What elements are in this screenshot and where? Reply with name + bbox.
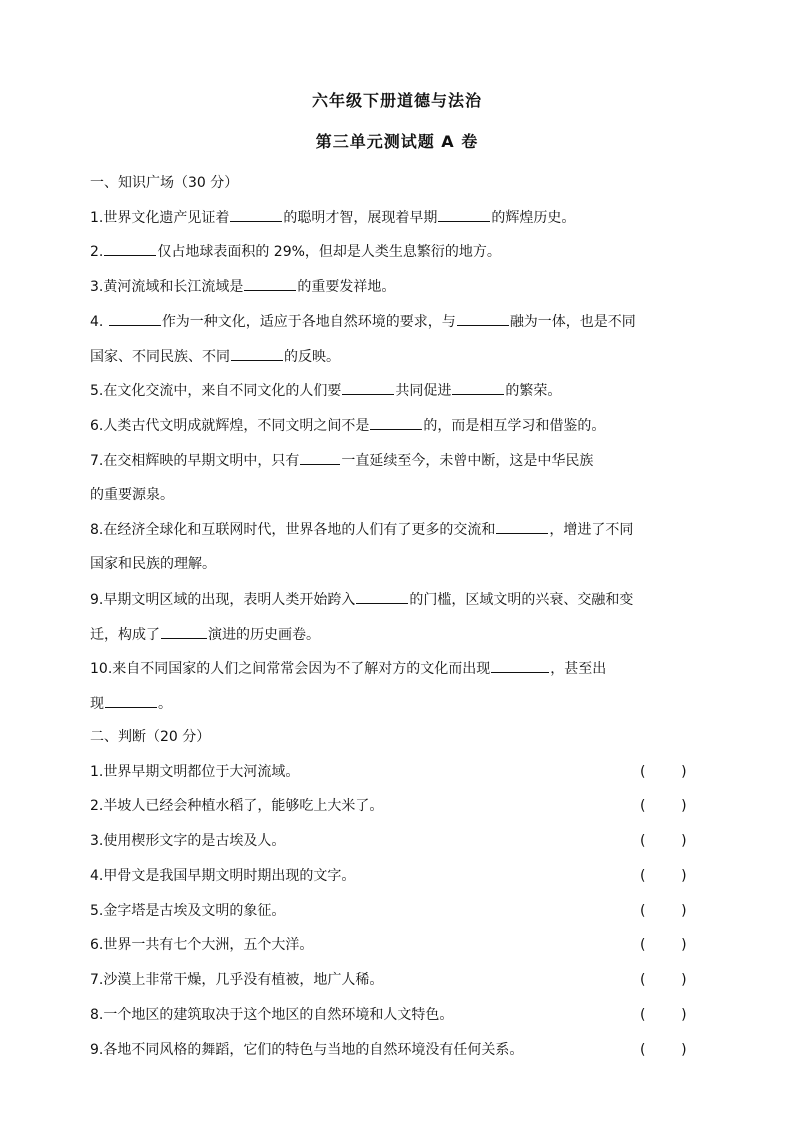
answer-parentheses[interactable]: ( ) — [640, 1007, 687, 1023]
answer-blank[interactable] — [496, 519, 548, 534]
question-10-line-2: 现 。 — [90, 693, 705, 714]
answer-blank[interactable] — [491, 658, 549, 673]
answer-parentheses[interactable]: ( ) — [640, 833, 687, 849]
answer-blank[interactable] — [457, 311, 509, 326]
answer-blank[interactable] — [438, 207, 490, 222]
answer-blank[interactable] — [105, 693, 157, 708]
question-9-line-1: 9.早期文明区域的出现，表明人类开始跨入 的门槛，区域文明的兴衰、交融和变 — [90, 589, 705, 610]
question-7-line-2: 的重要源泉。 — [90, 487, 174, 503]
answer-blank[interactable] — [104, 241, 156, 256]
answer-parentheses[interactable]: ( ) — [640, 798, 687, 814]
answer-parentheses[interactable]: ( ) — [640, 868, 687, 884]
section2-heading: 二、判断（20 分） — [90, 729, 211, 745]
judgment-item-2: 2.半坡人已经会种植水稻了，能够吃上大米了。 — [90, 798, 384, 814]
question-7-line-1: 7.在交相辉映的早期文明中，只有 一直延续至今，未曾中断，这是中华民族 — [90, 450, 705, 471]
question-4-line-1: 4. 作为一种文化，适应于各地自然环境的要求，与 融为一体，也是不同 — [90, 311, 705, 332]
question-2: 2. 仅占地球表面积的 29%，但却是人类生息繁衍的地方。 — [90, 241, 705, 262]
answer-blank[interactable] — [342, 380, 394, 395]
answer-parentheses[interactable]: ( ) — [640, 972, 687, 988]
question-1: 1.世界文化遗产见证着 的聪明才智，展现着早期 的辉煌历史。 — [90, 207, 705, 228]
answer-blank[interactable] — [370, 415, 422, 430]
answer-blank[interactable] — [244, 276, 296, 291]
question-3: 3.黄河流域和长江流域是 的重要发祥地。 — [90, 276, 705, 297]
answer-blank[interactable] — [356, 589, 408, 604]
judgment-item-9: 9.各地不同风格的舞蹈，它们的特色与当地的自然环境没有任何关系。 — [90, 1042, 524, 1058]
answer-parentheses[interactable]: ( ) — [640, 1042, 687, 1058]
answer-blank[interactable] — [161, 624, 207, 639]
question-6: 6.人类古代文明成就辉煌，不同文明之间不是 的，而是相互学习和借鉴的。 — [90, 415, 705, 436]
judgment-item-1: 1.世界早期文明都位于大河流域。 — [90, 764, 300, 780]
question-5: 5.在文化交流中，来自不同文化的人们要 共同促进 的繁荣。 — [90, 380, 705, 401]
judgment-item-6: 6.世界一共有七个大洲，五个大洋。 — [90, 937, 314, 953]
question-8-line-1: 8.在经济全球化和互联网时代，世界各地的人们有了更多的交流和 ，增进了不同 — [90, 519, 705, 540]
answer-blank[interactable] — [231, 346, 283, 361]
question-10-line-1: 10.来自不同国家的人们之间常常会因为不了解对方的文化而出现 ，甚至出 — [90, 658, 705, 679]
answer-blank[interactable] — [230, 207, 282, 222]
answer-parentheses[interactable]: ( ) — [640, 937, 687, 953]
question-9-line-2: 迁，构成了 演进的历史画卷。 — [90, 624, 705, 645]
answer-parentheses[interactable]: ( ) — [640, 903, 687, 919]
question-4-line-2: 国家、不同民族、不同 的反映。 — [90, 346, 705, 367]
judgment-item-7: 7.沙漠上非常干燥，几乎没有植被，地广人稀。 — [90, 972, 384, 988]
question-8-line-2: 国家和民族的理解。 — [90, 556, 216, 572]
answer-parentheses[interactable]: ( ) — [640, 764, 687, 780]
answer-blank[interactable] — [109, 311, 161, 326]
judgment-item-4: 4.甲骨文是我国早期文明时期出现的文字。 — [90, 868, 356, 884]
document-title: 六年级下册道德与法治 — [311, 91, 482, 110]
judgment-item-3: 3.使用楔形文字的是古埃及人。 — [90, 833, 286, 849]
judgment-item-5: 5.金字塔是古埃及文明的象征。 — [90, 903, 286, 919]
answer-blank[interactable] — [452, 380, 504, 395]
judgment-item-8: 8.一个地区的建筑取决于这个地区的自然环境和人文特色。 — [90, 1007, 454, 1023]
document-subtitle: 第三单元测试题 A 卷 — [315, 132, 479, 151]
section1-heading: 一、知识广场（30 分） — [90, 175, 239, 191]
answer-blank[interactable] — [300, 450, 340, 465]
